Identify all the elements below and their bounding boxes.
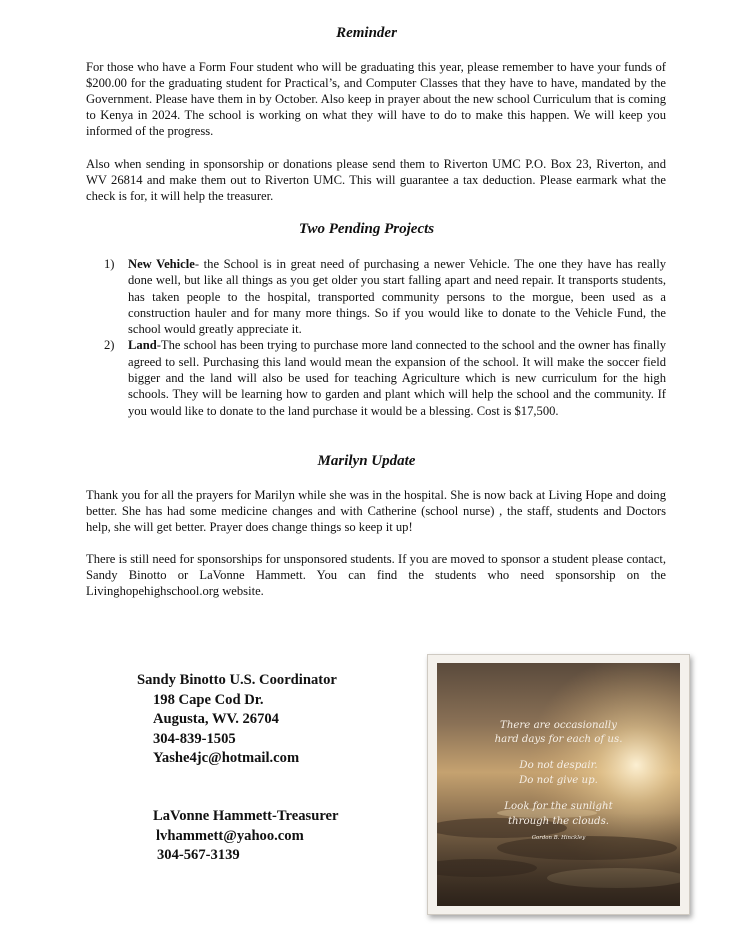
project-title: New Vehicle	[128, 257, 195, 271]
quote-line: There are occasionally	[500, 720, 617, 731]
project-item-vehicle	[104, 256, 666, 337]
project-number: 2)	[104, 338, 115, 353]
reminder-paragraph-2: Also when sending in sponsorship or donations please send them to Riverton UMC P.O. Box 23, Riverton, and WV 26814 and make them out to Riverton UMC. This will guarantee a tax deduction. Please earmark what the check is for, it will help the treasurer.	[86, 157, 666, 203]
reminder-paragraph-1: For those who have a Form Four student who will be graduating this year, please remember to have your funds of $200.00 for the graduating student for Practical’s, and Computer Classes that they have to have, mandated by the Government. Please have them in by October. Also keep in prayer about the new school Curriculum that is coming to Kenya in 2024. The school is working on what they will have to do to make this happen. We will keep you informed of the progress.	[86, 60, 666, 138]
poster-quote	[437, 663, 680, 906]
treasurer-phone: 304-567-3139	[157, 847, 240, 864]
project-text: - the School is in great need of purchasing a newer Vehicle. The one they have has really done well, but like all things as you get older you start falling apart and need repair. It transports students, has taken people to the hospital, transported community persons to the morgue, been used as a construction hauler and for many more things. So if you would like to donate to the Vehicle Fund, the school would greatly appreciate it.	[128, 257, 666, 337]
treasurer-email: lvhammett@yahoo.com	[156, 827, 304, 844]
treasurer-contact	[153, 807, 339, 866]
quote-line: Do not despair.	[519, 760, 598, 771]
reminder-heading: Reminder	[336, 25, 397, 41]
project-item-land	[104, 337, 666, 418]
projects-heading: Two Pending Projects	[298, 221, 435, 237]
marilyn-paragraph-1: Thank you for all the prayers for Marilyn while she was in the hospital. She is now back at Living Hope and doing better. She has had some medicine changes and with Catherine (school nurse) , the staff, students and Doctors help, she will get better. Prayer does change things so keep it up!	[86, 488, 666, 534]
treasurer-name: LaVonne Hammett-Treasurer	[153, 808, 339, 824]
projects-list	[104, 256, 666, 419]
quote-line: Do not give up.	[519, 775, 598, 786]
coordinator-phone: 304-839-1505	[153, 730, 236, 747]
coordinator-email: Yashe4jc@hotmail.com	[153, 750, 300, 767]
marilyn-heading: Marilyn Update	[317, 453, 416, 469]
project-text: -The school has been trying to purchase more land connected to the school and the owner has finally agreed to sell. Purchasing this land would mean the expansion of the school. It will make the soccer field bigger and the land will also be used for teaching Agriculture which is new curriculum for the high schools. They will be learning how to garden and plant which will help the school and the community. If you would like to donate to the land purchase it would be a blessing. Cost is $17,500.	[128, 338, 666, 418]
quote-author: Gordon B. Hinckley	[531, 835, 586, 841]
quote-line: through the clouds.	[507, 816, 610, 827]
coordinator-name: Sandy Binotto U.S. Coordinator	[137, 672, 337, 688]
coordinator-contact	[137, 671, 337, 769]
quote-line: Look for the sunlight	[504, 801, 613, 812]
coordinator-address-line-2: Augusta, WV. 26704	[153, 711, 279, 728]
quote-poster	[427, 654, 690, 915]
project-number: 1)	[104, 257, 115, 271]
project-title: Land	[128, 338, 157, 353]
coordinator-address-line-1: 198 Cape Cod Dr.	[153, 691, 264, 708]
quote-line: hard days for each of us.	[494, 734, 623, 745]
sponsorship-paragraph: There is still need for sponsorships for unsponsored students. If you are moved to sponsor a student please contact, Sandy Binotto or LaVonne Hammett. You can find the students who need sponsorship on the Livinghopehighschool.org website.	[86, 552, 666, 598]
